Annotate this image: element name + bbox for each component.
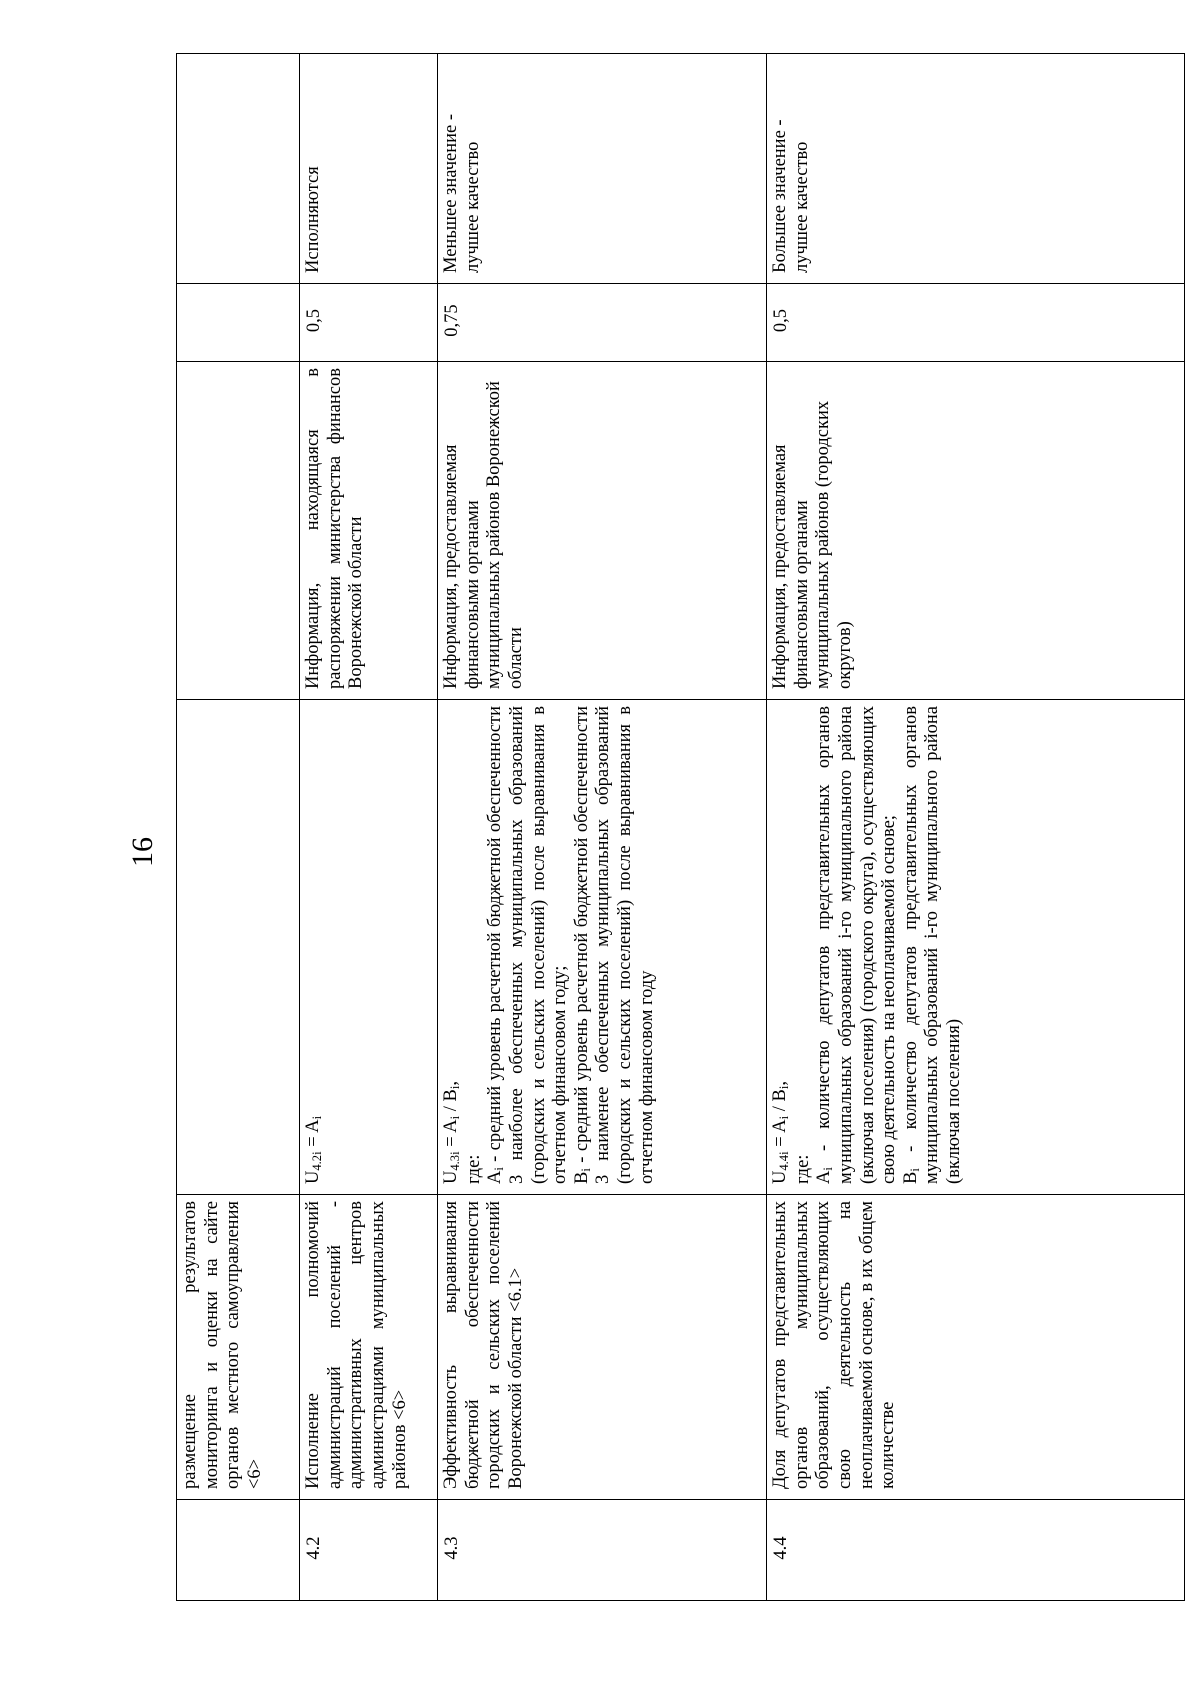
weight-cell: 0,5 bbox=[767, 284, 1185, 362]
source-cell: Информация, предоставляемая финансовыми органами муниципальных районов Воронежской области bbox=[438, 362, 767, 700]
formula: $U_{4.4i} = A_i / B_i$, bbox=[770, 1081, 792, 1184]
row-number: 4.2 bbox=[300, 1500, 438, 1601]
indicator-name: Эффективность выравнивания бюджетной обеспеченности городских и сельских поселений Воронежской области <6.1> bbox=[438, 1195, 767, 1500]
table-row bbox=[177, 54, 300, 1601]
formula-where: где: bbox=[463, 1154, 484, 1184]
criteria-table bbox=[176, 53, 1185, 1601]
table-row bbox=[300, 54, 438, 1601]
weight-cell: 0,75 bbox=[438, 284, 767, 362]
weight-cell bbox=[177, 284, 300, 362]
indicator-name: Доля депутатов представительных органов муниципальных образований, осуществляющих свою деятельность на неоплачиваемой основе, в их общем количестве bbox=[767, 1195, 1185, 1500]
source-cell bbox=[177, 362, 300, 700]
indicator-name: размещение результатов мониторинга и оценки на сайте органов местного самоуправления <6> bbox=[177, 1195, 300, 1500]
note-cell: Меньшее значение - лучшее качество bbox=[438, 54, 767, 284]
page-number: 16 bbox=[126, 837, 159, 867]
row-number bbox=[177, 1500, 300, 1601]
table-row bbox=[438, 54, 767, 1601]
note-cell: Исполняются bbox=[300, 54, 438, 284]
formula: $U_{4.2i} = A_i$ bbox=[303, 1115, 325, 1184]
note-cell bbox=[177, 54, 300, 284]
formula-where: где: bbox=[792, 1154, 813, 1184]
formula-cell bbox=[767, 700, 1185, 1195]
formula-cell bbox=[300, 700, 438, 1195]
row-number: 4.3 bbox=[438, 1500, 767, 1601]
note-cell: Большее значение - лучшее качество bbox=[767, 54, 1185, 284]
indicator-name: Исполнение полномочий администраций поселений - административных центров администрациями муниципальных районов <6> bbox=[300, 1195, 438, 1500]
formula-definition: $B_i$ - количество депутатов представительных органов муниципальных образований i-го муниципального района (включая поселения) bbox=[900, 706, 965, 1184]
source-cell: Информация, предоставляемая финансовыми органами муниципальных районов (городских округов) bbox=[767, 362, 1185, 700]
formula-cell bbox=[177, 700, 300, 1195]
formula-definition: $B_i$ - средний уровень расчетной бюджетной обеспеченности 3 наименее обеспеченных муниципальных образований (городских и сельских поселений) после выравнивания в отчетном финансовом году bbox=[571, 706, 657, 1184]
formula-definition: $A_i$ - средний уровень расчетной бюджетной обеспеченности 3 наиболее обеспеченных муниципальных образований (городских и сельских поселений) после выравнивания в отчетном финансовом году; bbox=[485, 706, 571, 1184]
formula-definition: $A_i$ - количество депутатов представительных органов муниципальных образований i-го муниципального района (включая поселения) (городского округа), осуществляющих свою деятельность на неоплачиваемой основе; bbox=[814, 706, 900, 1184]
row-number: 4.4 bbox=[767, 1500, 1185, 1601]
formula-cell bbox=[438, 700, 767, 1195]
source-cell: Информация, находящаяся в распоряжении министерства финансов Воронежской области bbox=[300, 362, 438, 700]
rotated-page bbox=[176, 54, 1185, 1601]
table-row bbox=[767, 54, 1185, 1601]
formula: $U_{4.3i} = A_i / B_i$, bbox=[441, 1081, 463, 1184]
weight-cell: 0,5 bbox=[300, 284, 438, 362]
